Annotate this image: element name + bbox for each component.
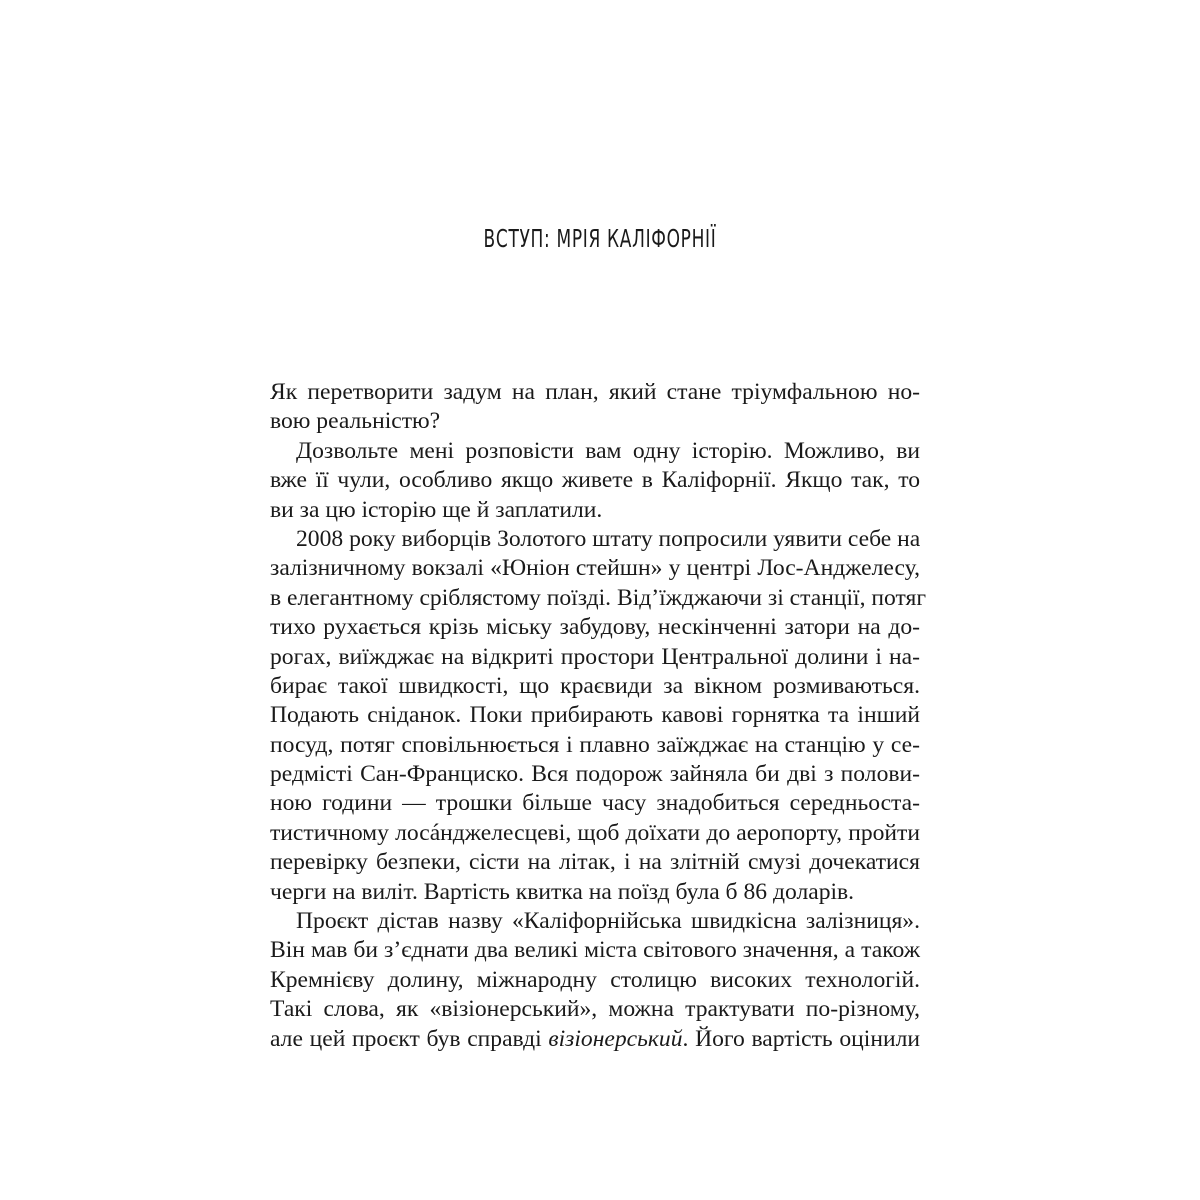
text-line: посуд, потяг сповільнюється і плавно заїжджає на станцію у се- (270, 731, 920, 758)
text-line: Він мав би з’єднати два великі міста світового значення, а також (270, 937, 920, 964)
final-line-end: . Його вартість оцінили (682, 1025, 920, 1052)
text-line: тистичному лосáнджелесцеві, щоб доїхати до аеропорту, пройти (270, 819, 920, 846)
text-line: 2008 року виборців Золотого штату попросили уявити себе на (296, 525, 921, 552)
text-line: бирає такої швидкості, що краєвиди за вікном розмиваються. (270, 672, 920, 699)
text-line: вою реальністю? (270, 408, 441, 435)
text-line: Як перетворити задум на план, який стане тріумфальною но- (270, 379, 920, 405)
text-line: вже її чули, особливо якщо живете в Каліфорнії. Якщо так, то (270, 467, 920, 494)
chapter-title: ВСТУП: МРІЯ КАЛІФОРНІЇ (483, 224, 717, 253)
text-line: в елегантному сріблястому поїзді. Від’їжджаючи зі станції, потяг (270, 584, 927, 611)
text-line: Такі слова, як «візіонерський», можна трактувати по-різному, (270, 996, 920, 1023)
text-line: редмісті Сан-Франциско. Вся подорож зайняла би дві з полови- (270, 761, 920, 788)
text-line: ви за цю історію ще й заплатили. (270, 496, 603, 523)
text-line: Кремнієву долину, міжнародну столицю високих технологій. (270, 966, 920, 993)
text-line: черги на виліт. Вартість квитка на поїзд була б 86 доларів. (270, 878, 855, 905)
text-line: перевірку безпеки, сісти на літак, і на злітній смузі дочекатися (270, 849, 920, 876)
text-line: тихо рухається крізь міську забудову, нескінченні затори на до- (270, 614, 920, 641)
text-line: ною години — трошки більше часу знадобиться середньоста- (270, 790, 920, 817)
text-line: Подають сніданок. Поки прибирають кавові горнятка та інший (270, 702, 920, 729)
text-line: Проєкт дістав назву «Каліфорнійська швидкісна залізниця». (296, 908, 920, 935)
body-text (270, 378, 927, 1054)
text-line: Дозвольте мені розповісти вам одну історію. Можливо, ви (296, 437, 920, 464)
emphasis-word: візіонерський (548, 1025, 683, 1052)
text-line: залізничному вокзалі «Юніон стейшн» у центрі Лос-Анджелесу, (270, 555, 920, 582)
text-line-final (270, 1025, 920, 1054)
text-line: рогах, виїжджає на відкриті простори Центральної долини і на- (270, 643, 920, 670)
final-line-start: але цей проєкт був справді (270, 1025, 549, 1052)
